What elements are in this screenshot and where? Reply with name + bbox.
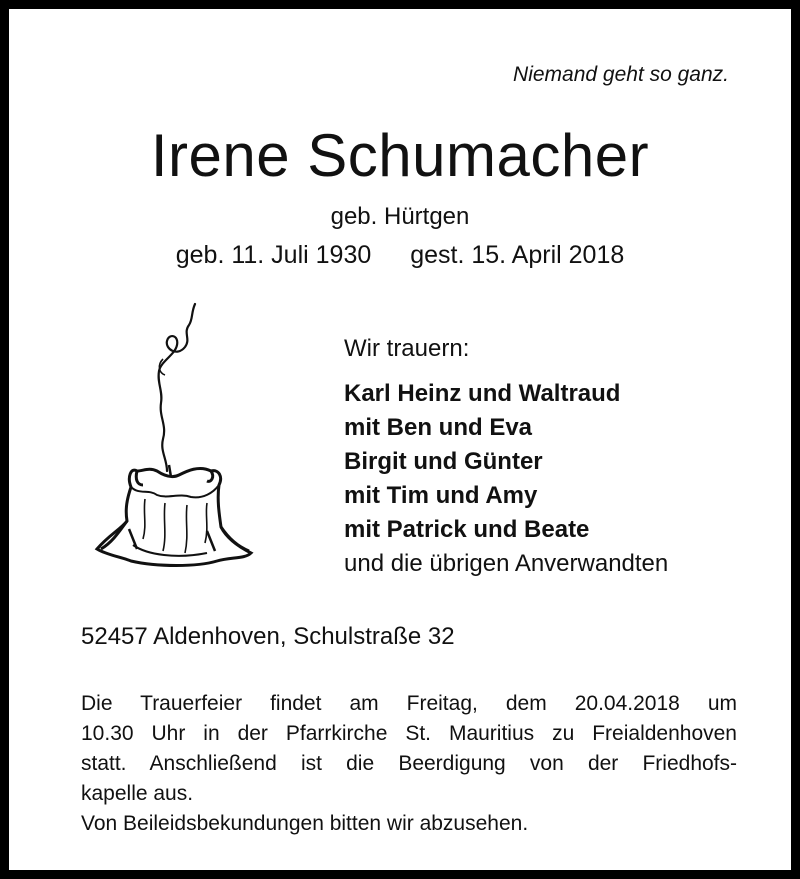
notice-line: 10.30 Uhr in der Pfarrkirche St. Mauritius zu Freialdenhoven <box>81 722 737 745</box>
notice-line: Von Beileidsbekundungen bitten wir abzusehen. <box>81 812 529 835</box>
deceased-name: Irene Schumacher <box>150 122 650 189</box>
address: 52457 Aldenhoven, Schulstraße 32 <box>81 623 455 650</box>
mourners-block <box>344 335 668 581</box>
notice-line: kapelle aus. <box>81 782 194 805</box>
mourner-family: Birgit und Günter <box>344 448 543 475</box>
birth-date: geb. 11. Juli 1930 <box>175 241 372 269</box>
mourner-family: mit Patrick und Beate <box>344 516 590 543</box>
mourner-family: Karl Heinz und Waltraud <box>344 380 621 407</box>
death-date: gest. 15. April 2018 <box>410 241 625 269</box>
mourner-family: mit Ben und Eva <box>344 414 533 441</box>
maiden-name: geb. Hürtgen <box>330 203 470 230</box>
mourners-remaining-relatives: und die übrigen Anverwandten <box>344 550 669 577</box>
motto: Niemand geht so ganz. <box>513 63 729 86</box>
funeral-notice <box>81 689 737 839</box>
life-dates <box>9 241 791 270</box>
mourner-family: mit Tim und Amy <box>344 482 538 509</box>
smoke-trail <box>159 304 195 471</box>
notice-line: statt. Anschließend ist die Beerdigung von der Friedhofs- <box>81 752 737 775</box>
extinguished-candle-illustration <box>87 299 257 574</box>
mourners-lead: Wir trauern: <box>344 335 470 362</box>
candle-body <box>97 468 251 565</box>
notice-line: Die Trauerfeier findet am Freitag, dem 20.04.2018 um <box>81 692 737 715</box>
